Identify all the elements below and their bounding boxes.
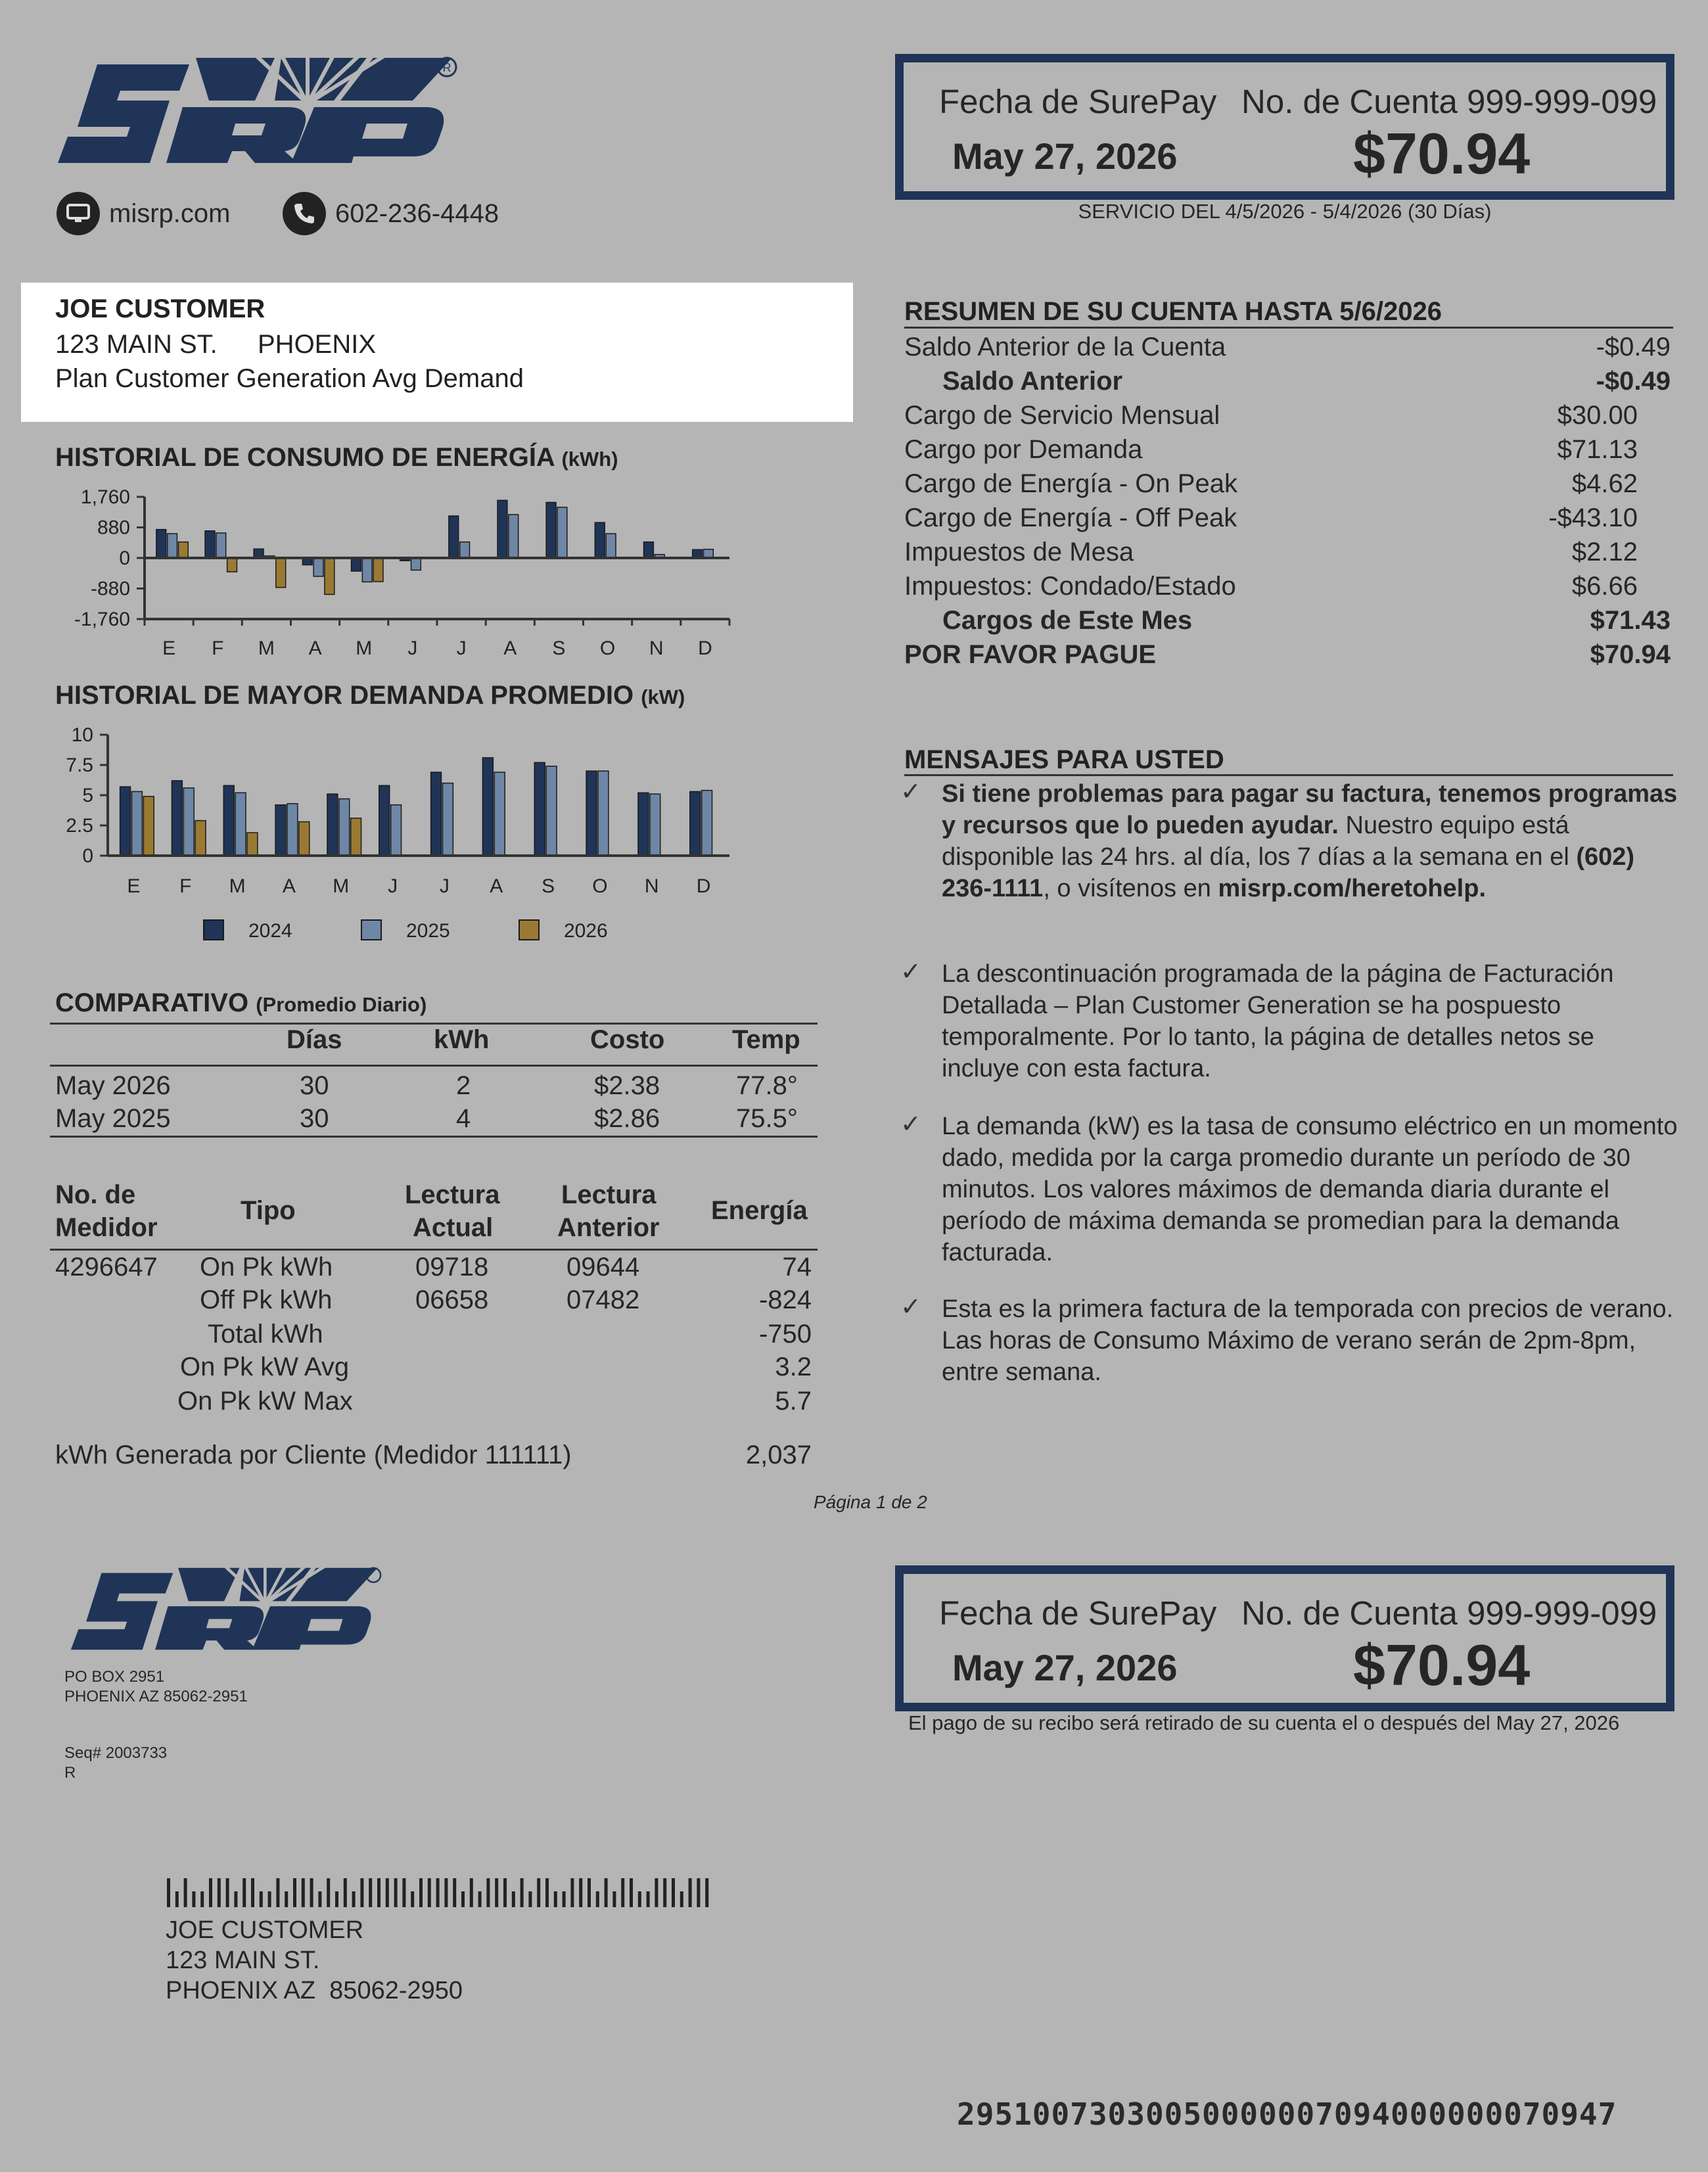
message-phone[interactable]: (602) 236-1111 [942,843,1635,902]
mailing-street: 123 MAIN ST. [166,1947,320,1974]
comparison-header-days: Días [287,1025,342,1054]
summary-label: Saldo Anterior de la Cuenta [904,333,1226,361]
bar [156,530,166,558]
bar [205,531,215,558]
y-tick-label: 0 [119,547,130,569]
barcode-bar [588,1878,591,1907]
barcode-bar [545,1878,549,1907]
summary-label: Cargo de Servicio Mensual [904,401,1220,430]
barcode-bar [285,1891,288,1907]
remit-po-box: PO BOX 2951 [64,1668,165,1686]
summary-row [904,572,1671,605]
page-number: Página 1 de 2 [814,1492,927,1512]
barcode-bar [318,1891,321,1907]
barcode-bar [630,1878,633,1907]
x-tick-label: A [308,637,322,659]
comparison-top-rule [50,1023,818,1025]
summary-value: -$0.49 [1596,367,1671,396]
bar [327,794,338,856]
meter-type: Total kWh [208,1320,323,1349]
meter-type: On Pk kW Max [177,1387,353,1416]
messages-rule [904,774,1673,776]
message-text-2: , o visítenos en [1043,875,1218,902]
comparison-temp: 77.8° [736,1071,798,1100]
barcode-bar [209,1878,212,1907]
customer-plan: Plan Customer Generation Avg Demand [55,364,524,393]
summary-row [904,333,1671,365]
y-tick-label: 0 [82,845,93,867]
bar [638,793,649,856]
summary-value: $4.62 [1571,469,1638,498]
comparison-title-text: COMPARATIVO [55,988,249,1017]
bar [178,542,188,558]
barcode-bar [335,1891,338,1907]
x-tick-label: F [179,875,192,897]
bar [494,772,505,856]
comparison-bottom-rule [50,1136,818,1138]
barcode-bar [486,1878,490,1907]
y-tick-label: 2.5 [66,815,93,837]
bar [546,502,556,558]
barcode-bar [394,1878,398,1907]
bar [351,818,361,856]
barcode-bar [647,1891,650,1907]
demand-history-title-text: HISTORIAL DE MAYOR DEMANDA PROMEDIO [55,681,634,710]
x-tick-label: M [356,637,373,659]
x-tick-label: J [388,875,398,897]
message-text: Nuestro equipo está disponible las 24 hrs. al día, los 7 días a la semana en el [942,812,1577,871]
bar [275,805,286,856]
bar [546,766,557,856]
x-tick-label: M [333,875,350,897]
barcode-bar [528,1891,532,1907]
bar [216,533,226,558]
barcode-bar [377,1878,381,1907]
summary-label: Cargo de Energía - Off Peak [904,503,1237,532]
comparison-kwh: 4 [456,1104,471,1133]
surepay-date: May 27, 2026 [952,135,1178,177]
bar [482,758,493,856]
y-tick-label: -880 [90,578,130,600]
barcode-bar [369,1878,372,1907]
bar [143,797,154,856]
summary-row [904,503,1671,536]
bar [276,558,286,588]
bar [598,771,609,856]
x-tick-label: N [649,637,664,659]
barcode-bar [192,1891,195,1907]
meter-header-current2: Actual [413,1213,494,1242]
meter-header-energy: Energía [711,1196,808,1225]
barcode-bar [537,1878,540,1907]
summary-value: $30.00 [1557,401,1638,430]
comparison-header-cost: Costo [590,1025,665,1054]
summary-row [904,640,1671,673]
meter-header-medidor: Medidor [55,1213,158,1242]
comparison-title [55,988,427,1018]
y-tick-label: 7.5 [66,754,93,776]
message-item: La demanda (kW) es la tasa de consumo eléctrico en un momento dado, medida por la carga promedio durante un período de 30 minutos. Los valores máximos de demanda diaria durante el período de máxima demanda se promedian para la demanda facturada. [942,1113,1678,1266]
meter-type: On Pk kWh [200,1253,333,1282]
barcode-bar [402,1878,405,1907]
x-tick-label: S [542,875,555,897]
meter-energy: 5.7 [775,1387,812,1416]
bar [509,515,519,558]
comparison-period: May 2026 [55,1071,171,1100]
message-bold: Si tiene problemas para pagar su factura, tenemos programas y recursos que lo pueden ayudar. [942,780,1678,839]
legend-label: 2026 [564,920,608,942]
bar [606,534,616,558]
bar [299,821,310,856]
checkmark-icon: ✓ [900,778,921,806]
legend-label: 2025 [406,920,450,942]
bar [497,500,507,558]
meter-type: Off Pk kWh [200,1285,333,1314]
surepay-label: Fecha de SurePay [939,1594,1217,1632]
comparison-days: 30 [300,1071,329,1100]
barcode-bar [436,1878,440,1907]
srp-logo-remit [66,1563,388,1658]
meter-current: 09718 [415,1253,489,1282]
website-link[interactable]: misrp.com [109,198,231,228]
summary-row [904,469,1671,502]
amount-due: $70.94 [1353,1632,1531,1698]
meter-energy: 74 [782,1253,812,1282]
summary-label: Cargos de Este Mes [942,606,1193,635]
barcode-bar [411,1891,414,1907]
summary-label: Impuestos de Mesa [904,538,1134,566]
meter-header-no: No. de [55,1180,136,1209]
bar [235,793,246,856]
summary-label: Cargo por Demanda [904,435,1143,464]
summary-value: -$0.49 [1596,333,1671,361]
y-tick-label: -1,760 [74,609,130,630]
customer-name: JOE CUSTOMER [55,294,265,323]
phone-contact[interactable] [283,192,499,235]
bar [644,542,654,558]
generated-kwh-value: 2,037 [745,1441,812,1469]
barcode-bar [251,1878,254,1907]
barcode-bar [579,1878,582,1907]
meter-energy: -824 [758,1285,812,1314]
barcode-bar [495,1878,498,1907]
bar [442,783,453,856]
legend-swatch [361,920,381,940]
barcode-bar [167,1878,170,1907]
bar [183,788,194,856]
message-link[interactable]: misrp.com/heretohelp. [1218,875,1487,902]
barcode-bar [461,1891,465,1907]
bar [247,833,258,856]
summary-value: $70.94 [1590,640,1671,669]
comparison-header-temp: Temp [732,1025,800,1054]
x-tick-label: F [212,637,224,659]
barcode-bar [242,1878,246,1907]
demand-history-chart [39,720,736,944]
barcode-bar [200,1891,204,1907]
barcode-bar [293,1878,296,1907]
summary-label: Impuestos: Condado/Estado [904,572,1236,601]
surepay-label: Fecha de SurePay [939,83,1217,120]
checkmark-icon: ✓ [900,1293,921,1321]
barcode-bar [520,1878,524,1907]
x-tick-label: J [456,637,467,659]
legend-label: 2024 [248,920,292,942]
barcode-bar [175,1891,179,1907]
bar [313,558,323,576]
energy-history-chart [39,480,736,664]
meter-header-previous2: Anterior [557,1213,660,1242]
meter-current: 06658 [415,1285,489,1314]
bar [287,804,298,856]
amount-due: $70.94 [1353,121,1531,186]
bar [195,821,206,856]
x-tick-label: J [407,637,418,659]
x-tick-label: A [490,875,503,897]
x-tick-label: M [258,637,275,659]
summary-title: RESUMEN DE SU CUENTA HASTA 5/6/2026 [904,297,1442,326]
meter-header-previous1: Lectura [561,1180,657,1209]
messages-title: MENSAJES PARA USTED [904,745,1224,774]
barcode-bar [512,1891,515,1907]
summary-value: $6.66 [1571,572,1638,601]
remit-city: PHOENIX AZ 85062-2951 [64,1688,248,1705]
customer-address-box [21,283,853,422]
x-tick-label: M [229,875,246,897]
barcode-bar [470,1878,473,1907]
phone-number[interactable]: 602-236-4448 [335,198,499,228]
bar [325,558,335,594]
barcode-bar [419,1878,423,1907]
message-item: Esta es la primera factura de la temporada con precios de verano. Las horas de Consumo Máximo de verano serán de 2pm-8pm, entre semana. [942,1295,1674,1386]
barcode-bar [563,1891,566,1907]
meter-header-type: Tipo [241,1196,296,1225]
barcode-bar [697,1878,700,1907]
x-tick-label: D [698,637,712,659]
summary-label: Saldo Anterior [942,367,1123,396]
summary-row [904,538,1671,570]
bar [702,791,712,856]
summary-row [904,606,1671,639]
checkmark-icon: ✓ [900,1111,921,1138]
barcode-bar [360,1878,363,1907]
bar [595,522,605,558]
barcode-bar [386,1878,389,1907]
demand-history-unit: (kW) [641,685,685,708]
barcode-bar [276,1878,279,1907]
barcode-bar [570,1878,574,1907]
barcode-bar [503,1878,507,1907]
bar [352,558,361,571]
meter-header-rule [50,1249,818,1251]
comparison-subtitle: (Promedio Diario) [256,993,427,1016]
x-tick-label: O [592,875,608,897]
bar [557,507,567,558]
bar [391,805,402,856]
bar [431,772,442,856]
barcode-bar [184,1878,187,1907]
meter-energy: -750 [758,1320,812,1349]
bar [586,771,597,856]
barcode-bar [663,1878,666,1907]
summary-row [904,367,1671,400]
meter-header-current1: Lectura [405,1180,500,1209]
barcode-bar [689,1878,692,1907]
barcode-bar [672,1878,675,1907]
barcode-bar [302,1878,305,1907]
x-tick-label: A [503,637,517,659]
remit-code: R [64,1764,76,1782]
bar [120,787,131,856]
payment-summary-box [895,54,1674,200]
demand-history-title [55,681,685,710]
barcode-bar [344,1878,347,1907]
x-tick-label: S [552,637,566,659]
barcode-bar [234,1891,237,1907]
bar [339,799,350,856]
legend-swatch [204,920,223,940]
y-tick-label: 880 [97,517,130,539]
comparison-cost: $2.38 [594,1071,660,1100]
y-tick-label: 10 [71,724,93,746]
srp-logo [58,51,459,173]
sequence-number: Seq# 2003733 [64,1744,168,1762]
summary-value: $71.43 [1590,606,1671,635]
summary-label: POR FAVOR PAGUE [904,640,1157,669]
customer-street: 123 MAIN ST. [55,330,218,359]
account-number: No. de Cuenta 999-999-099 [1241,83,1657,120]
message-item: La descontinuación programada de la página de Facturación Detallada – Plan Customer Generation se ha pospuesto temporalmente. Por lo tanto, la página de detalles netos se incluye con esta factura. [942,960,1614,1082]
barcode-bar [226,1878,229,1907]
customer-city: PHOENIX [258,330,377,359]
bar [362,558,372,582]
bar [168,534,177,558]
bar [172,781,182,856]
summary-rule [904,327,1673,329]
checkmark-icon: ✓ [900,958,921,986]
summary-value: $2.12 [1571,538,1638,566]
barcode-bar [218,1878,221,1907]
bar [650,794,660,856]
x-tick-label: O [599,637,616,659]
autopay-note: El pago de su recibo será retirado de su cuenta el o después del May 27, 2026 [908,1711,1620,1734]
x-tick-label: E [162,637,176,659]
barcode-bar [621,1878,624,1907]
bar [379,785,390,856]
barcode-bar [596,1891,599,1907]
barcode-bar [453,1878,456,1907]
y-tick-label: 5 [82,785,93,806]
bar [534,762,545,856]
barcode-bar [327,1878,330,1907]
postal-barcode [166,1877,719,1910]
svg-text:R: R [442,61,451,74]
mailing-name: JOE CUSTOMER [166,1916,364,1944]
x-tick-label: E [127,875,141,897]
comparison-period: May 2025 [55,1104,171,1133]
summary-row [904,435,1671,468]
bar [411,558,421,570]
meter-number: 4296647 [55,1253,158,1282]
barcode-bar [705,1878,708,1907]
meter-type: On Pk kW Avg [180,1352,350,1381]
surepay-date: May 27, 2026 [952,1647,1178,1688]
energy-history-title [55,443,618,473]
barcode-bar [638,1891,641,1907]
comparison-cost: $2.86 [594,1104,660,1133]
x-tick-label: D [696,875,711,897]
bar [690,791,701,856]
account-number: No. de Cuenta 999-999-099 [1241,1594,1657,1632]
barcode-bar [554,1891,557,1907]
bar [460,542,470,558]
ocr-scanline: 29510073030050000007094000000070947 [957,2096,1617,2132]
barcode-bar [478,1891,482,1907]
service-period: SERVICIO DEL 4/5/2026 - 5/4/2026 (30 Días) [1078,200,1492,223]
barcode-bar [444,1878,448,1907]
energy-history-unit: (kWh) [561,448,618,471]
comparison-days: 30 [300,1104,329,1133]
barcode-bar [655,1878,658,1907]
mailing-city: PHOENIX AZ 85062-2950 [166,1977,463,2004]
barcode-bar [352,1891,356,1907]
barcode-bar [680,1891,683,1907]
bar [223,785,234,856]
comparison-header-kwh: kWh [434,1025,490,1054]
barcode-bar [310,1878,313,1907]
generated-kwh-label: kWh Generada por Cliente (Medidor 111111) [55,1441,572,1469]
summary-value: $71.13 [1557,435,1638,464]
summary-label: Cargo de Energía - On Peak [904,469,1237,498]
phone-icon [283,192,326,235]
comparison-header-rule [50,1065,818,1067]
x-tick-label: J [439,875,450,897]
barcode-bar [268,1891,271,1907]
bar [449,516,459,558]
message-item [942,778,1678,904]
energy-history-title-text: HISTORIAL DE CONSUMO DE ENERGÍA [55,443,555,472]
barcode-bar [428,1878,431,1907]
meter-previous: 07482 [566,1285,640,1314]
meter-energy: 3.2 [775,1352,812,1381]
x-tick-label: A [282,875,296,897]
barcode-bar [260,1891,263,1907]
barcode-bar [605,1878,608,1907]
bar [131,791,142,856]
bar [254,549,264,558]
summary-row [904,401,1671,434]
barcode-bar [612,1891,616,1907]
monitor-icon [57,192,100,235]
legend-swatch [519,920,539,940]
summary-value: -$43.10 [1548,503,1638,532]
website-contact[interactable] [57,192,230,235]
bar [227,558,237,572]
x-tick-label: N [644,875,659,897]
comparison-kwh: 2 [456,1071,471,1100]
comparison-temp: 75.5° [736,1104,798,1133]
meter-previous: 09644 [566,1253,640,1282]
payment-stub-box [895,1565,1674,1711]
y-tick-label: 1,760 [80,486,130,508]
bar [373,558,383,582]
